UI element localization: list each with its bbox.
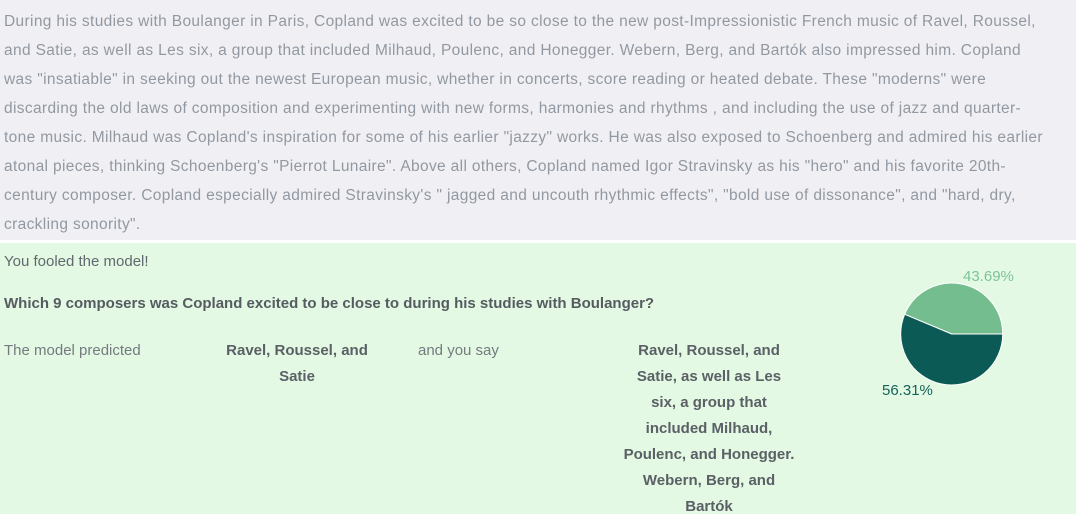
question-text: Which 9 composers was Copland excited to be close to during his studies with Boulanger? xyxy=(4,295,655,312)
confidence-pie-chart-container xyxy=(850,252,1076,432)
fooled-status-text: You fooled the model! xyxy=(4,253,149,270)
pie-label-light: 43.69% xyxy=(963,268,1014,285)
model-answer-text: Ravel, Roussel, and Satie xyxy=(226,342,368,385)
you-say-label: and you say xyxy=(418,342,499,359)
context-passage-text: During his studies with Boulanger in Paris, Copland was excited to be so close to the new post-Impressionistic French music of Ravel, Roussel, and Satie, as well as Les six, a group that included Milhaud, Poulenc, and Honegger. Webern, Berg, and Bartók also impressed him. Copland was "insatiable" in seeking out the newest European music, whether in concerts, score reading or heated debate. These "moderns" were discarding the old laws of composition and experimenting with new forms, harmonies and rhythms , and including the use of jazz and quarter-tone music. Milhaud was Copland's inspiration for some of his earlier "jazzy" works. He was also exposed to Schoenberg and admired his earlier atonal pieces, thinking Schoenberg's "Pierrot Lunaire". Above all others, Copland named Igor Stravinsky as his "hero" and his favorite 20th-century composer. Copland especially admired Stravinsky's " jagged and uncouth rhythmic effects", "bold use of dissonance", and "hard, dry, crackling sonority". xyxy=(4,13,1043,233)
model-predicted-label: The model predicted xyxy=(4,342,141,359)
pie-label-dark: 56.31% xyxy=(882,382,933,399)
user-answer-text: Ravel, Roussel, and Satie, as well as Les six, a group that included Milhaud, Poulenc, and Honegger. Webern, Berg, and Bartók xyxy=(623,342,795,514)
pie-chart xyxy=(850,252,1076,432)
context-passage-panel xyxy=(0,0,1076,240)
result-panel xyxy=(0,243,1076,514)
answer-comparison-row xyxy=(4,338,795,514)
